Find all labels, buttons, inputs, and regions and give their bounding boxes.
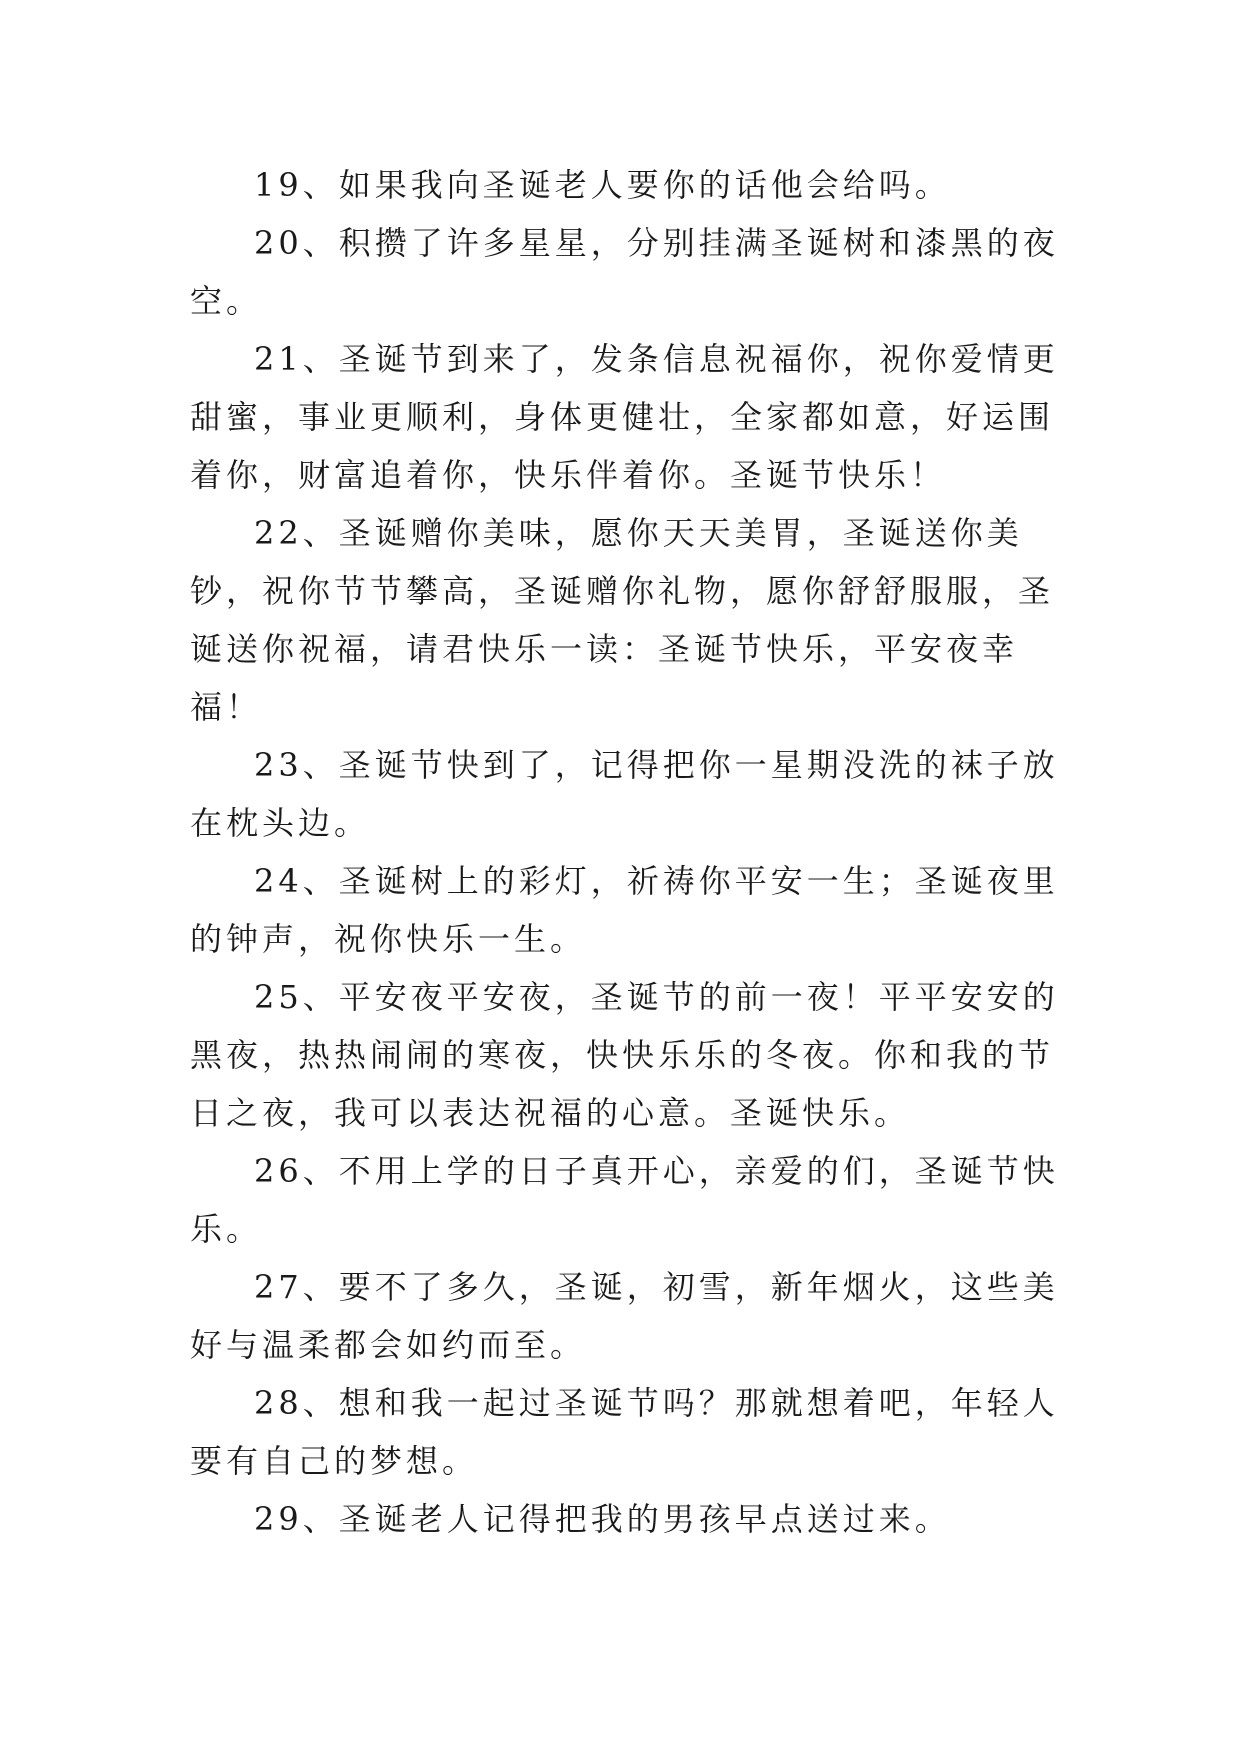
paragraph-19: 19、如果我向圣诞老人要你的话他会给吗。 xyxy=(254,166,951,204)
paragraph-23: 23、圣诞节快到了，记得把你一星期没洗的袜子放在枕头边。 xyxy=(190,746,1059,842)
paragraph-26: 26、不用上学的日子真开心，亲爱的们，圣诞节快乐。 xyxy=(190,1152,1059,1248)
paragraph-27: 27、要不了多久，圣诞，初雪，新年烟火，这些美好与温柔都会如约而至。 xyxy=(190,1268,1059,1364)
paragraph-25: 25、平安夜平安夜，圣诞节的前一夜！平平安安的黑夜，热热闹闹的寒夜，快快乐乐的冬夜。你和我的节日之夜，我可以表达祝福的心意。圣诞快乐。 xyxy=(190,978,1059,1132)
paragraph-22: 22、圣诞赠你美味，愿你天天美胃，圣诞送你美钞，祝你节节攀高，圣诞赠你礼物，愿你舒舒服服，圣诞送你祝福，请君快乐一读：圣诞节快乐，平安夜幸福！ xyxy=(190,514,1055,726)
document-body xyxy=(190,156,1070,1548)
paragraph-21: 21、圣诞节到来了，发条信息祝福你，祝你爱情更甜蜜，事业更顺利，身体更健壮，全家都如意，好运围着你，财富追着你，快乐伴着你。圣诞节快乐！ xyxy=(190,340,1059,494)
paragraph-29: 29、圣诞老人记得把我的男孩早点送过来。 xyxy=(254,1500,951,1538)
paragraph-28: 28、想和我一起过圣诞节吗？那就想着吧，年轻人要有自己的梦想。 xyxy=(190,1384,1059,1480)
paragraph-20: 20、积攒了许多星星，分别挂满圣诞树和漆黑的夜空。 xyxy=(190,224,1059,320)
paragraph-24: 24、圣诞树上的彩灯，祈祷你平安一生；圣诞夜里的钟声，祝你快乐一生。 xyxy=(190,862,1059,958)
